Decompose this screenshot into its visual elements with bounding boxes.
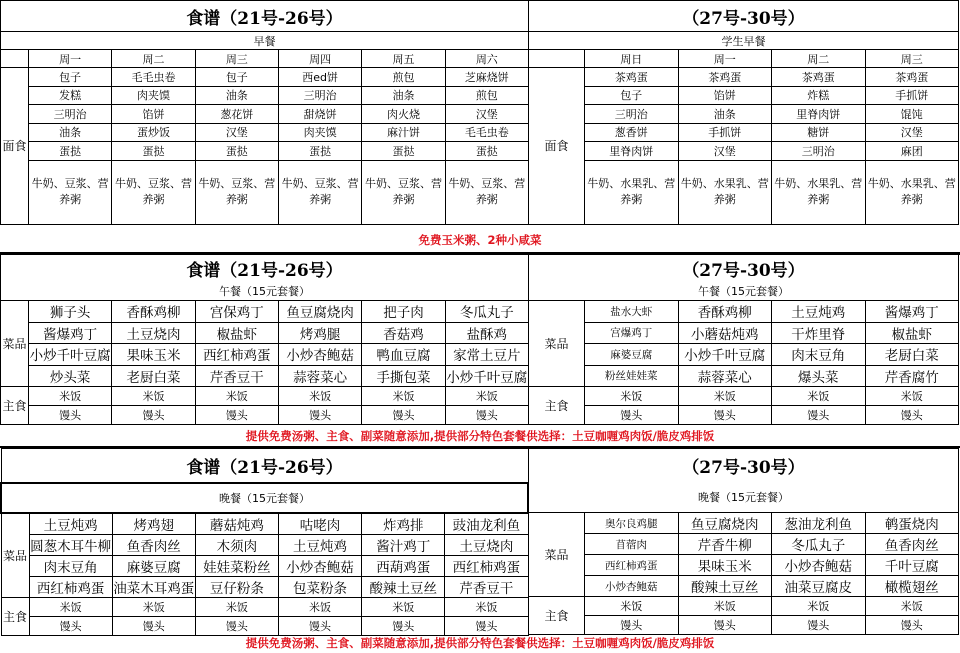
category-label: 面食 — [529, 68, 585, 225]
menu-item: 麻婆豆腐 — [585, 344, 679, 366]
menu-item: 鱼豆腐烧肉 — [678, 513, 772, 534]
menu-item: 蛋挞 — [362, 142, 445, 161]
drink-item: 牛奶、水果乳、营养粥 — [772, 160, 866, 224]
menu-item: 芹香豆干 — [195, 365, 278, 387]
menu-item: 香酥鸡柳 — [678, 301, 772, 323]
menu-item: 煎包 — [362, 68, 445, 87]
staple-item: 米饭 — [195, 387, 278, 406]
staple-item: 馒头 — [195, 616, 278, 635]
menu-item: 冬瓜丸子 — [445, 301, 528, 323]
menu-item: 里脊肉饼 — [585, 142, 679, 161]
menu-item: 咕咾肉 — [278, 513, 361, 535]
menu-item: 甜烧饼 — [278, 105, 361, 124]
staple-item: 馒头 — [29, 406, 112, 425]
staple-item: 米饭 — [865, 387, 959, 406]
menu-item: 肉夹馍 — [112, 86, 195, 105]
menu-item: 馄饨 — [865, 105, 959, 124]
menu-item: 家常土豆片 — [445, 344, 528, 366]
menu-item: 麻团 — [865, 142, 959, 161]
drink-item: 牛奶、豆浆、营养粥 — [278, 160, 361, 224]
staple-item: 馒头 — [278, 406, 361, 425]
category-label: 菜品 — [1, 301, 29, 387]
staple-item: 米饭 — [362, 387, 445, 406]
category-label: 菜品 — [529, 513, 585, 597]
category-label: 菜品 — [529, 301, 585, 387]
staple-item: 馒头 — [112, 616, 195, 635]
menu-item: 炸糕 — [772, 86, 866, 105]
menu-item: 宫爆鸡丁 — [585, 322, 679, 344]
menu-item: 小炒千叶豆腐 — [445, 365, 528, 387]
corner-cell — [529, 50, 585, 68]
menu-item: 汉堡 — [678, 142, 772, 161]
category-label: 主食 — [1, 597, 29, 635]
menu-item: 西红柿鸡蛋 — [585, 555, 679, 576]
day-header: 周三 — [865, 50, 959, 68]
menu-item: 蒜蓉菜心 — [278, 365, 361, 387]
menu-item: 土豆烧肉 — [445, 534, 528, 555]
dinner-right-title: （27号-30号） — [529, 449, 959, 483]
staple-item: 米饭 — [362, 597, 445, 616]
staple-item: 米饭 — [445, 597, 528, 616]
menu-item: 麻汁饼 — [362, 123, 445, 142]
menu-item: 爆头菜 — [772, 365, 866, 387]
menu-item: 手抓饼 — [865, 86, 959, 105]
category-label: 主食 — [1, 387, 29, 425]
lunch-right-panel — [528, 254, 959, 425]
menu-item: 包子 — [585, 86, 679, 105]
menu-item: 小炒杏鲍菇 — [278, 344, 361, 366]
menu-item: 油菜豆腐皮 — [772, 576, 866, 597]
category-label: 面食 — [1, 68, 29, 225]
menu-item: 麻婆豆腐 — [112, 555, 195, 576]
menu-item: 蛋挞 — [195, 142, 278, 161]
drink-item: 牛奶、豆浆、营养粥 — [195, 160, 278, 224]
menu-item: 狮子头 — [29, 301, 112, 323]
staple-item: 米饭 — [772, 387, 866, 406]
menu-item: 鸭血豆腐 — [362, 344, 445, 366]
menu-item: 小蘑菇炖鸡 — [678, 322, 772, 344]
menu-item: 鱼香肉丝 — [865, 534, 959, 555]
menu-item: 娃娃菜粉丝 — [195, 555, 278, 576]
staple-item: 馒头 — [195, 406, 278, 425]
menu-item: 小炒杏鲍菇 — [772, 555, 866, 576]
menu-item: 油条 — [29, 123, 112, 142]
menu-item: 葱香饼 — [585, 123, 679, 142]
staple-item: 馒头 — [865, 616, 959, 635]
menu-item: 肉夹馍 — [278, 123, 361, 142]
breakfast-right-panel — [528, 0, 959, 225]
breakfast-left-subtitle: 早餐 — [1, 32, 529, 50]
menu-item: 汉堡 — [195, 123, 278, 142]
menu-item: 冬瓜丸子 — [772, 534, 866, 555]
menu-item: 葱花饼 — [195, 105, 278, 124]
dinner-left-title: 食谱（21号-26号） — [1, 449, 528, 483]
dinner-left-panel — [0, 448, 529, 636]
staple-item: 米饭 — [678, 597, 772, 616]
menu-item: 橄榄翅丝 — [865, 576, 959, 597]
menu-item: 西葫鸡蛋 — [362, 555, 445, 576]
menu-item: 椒盐虾 — [195, 322, 278, 344]
dinner-note: 提供免费汤粥、主食、副菜随意添加,提供部分特色套餐供选择：土豆咖喱鸡肉饭/脆皮鸡排饭 — [245, 636, 715, 650]
staple-item: 馒头 — [445, 616, 528, 635]
menu-item: 豉油龙利鱼 — [445, 513, 528, 535]
day-header: 周四 — [278, 50, 361, 68]
dinner-right-subtitle: 晚餐（15元套餐） — [529, 483, 959, 513]
staple-item: 米饭 — [678, 387, 772, 406]
menu-item: 老厨白菜 — [865, 344, 959, 366]
menu-item: 芹香豆干 — [445, 576, 528, 597]
menu-item: 椒盐虾 — [865, 322, 959, 344]
staple-item: 米饭 — [195, 597, 278, 616]
menu-item: 芝麻烧饼 — [445, 68, 528, 87]
drink-item: 牛奶、豆浆、营养粥 — [445, 160, 528, 224]
staple-item: 米饭 — [29, 387, 112, 406]
menu-item: 汉堡 — [865, 123, 959, 142]
day-header: 周日 — [585, 50, 679, 68]
staple-item: 米饭 — [865, 597, 959, 616]
menu-item: 芹香腐竹 — [865, 365, 959, 387]
dinner-left-subtitle: 晚餐（15元套餐） — [1, 483, 528, 513]
menu-item: 包子 — [195, 68, 278, 87]
menu-item: 鹌蛋烧肉 — [865, 513, 959, 534]
drink-item: 牛奶、水果乳、营养粥 — [585, 160, 679, 224]
menu-item: 蛋挞 — [278, 142, 361, 161]
day-header: 周一 — [678, 50, 772, 68]
menu-item: 馅饼 — [112, 105, 195, 124]
menu-item: 干炸里脊 — [772, 322, 866, 344]
staple-item: 馒头 — [585, 406, 679, 425]
day-header: 周二 — [112, 50, 195, 68]
staple-item: 米饭 — [585, 387, 679, 406]
lunch-left-title: 食谱（21号-26号） — [1, 255, 529, 283]
menu-item: 小炒杏鲍菇 — [585, 576, 679, 597]
staple-item: 米饭 — [112, 597, 195, 616]
drink-item: 牛奶、豆浆、营养粥 — [29, 160, 112, 224]
breakfast-left-panel — [0, 0, 529, 225]
menu-item: 手抓饼 — [678, 123, 772, 142]
menu-item: 馅饼 — [678, 86, 772, 105]
menu-item: 西红柿鸡蛋 — [445, 555, 528, 576]
staple-item: 米饭 — [445, 387, 528, 406]
menu-item: 毛毛虫卷 — [445, 123, 528, 142]
lunch-right-subtitle: 午餐（15元套餐） — [529, 283, 959, 301]
menu-item: 糖饼 — [772, 123, 866, 142]
menu-item: 盐酥鸡 — [445, 322, 528, 344]
staple-item: 米饭 — [772, 597, 866, 616]
menu-item: 三明治 — [29, 105, 112, 124]
menu-item: 汉堡 — [445, 105, 528, 124]
menu-item: 芹香牛柳 — [678, 534, 772, 555]
menu-item: 毛毛虫卷 — [112, 68, 195, 87]
staple-item: 馒头 — [362, 616, 445, 635]
menu-item: 煎包 — [445, 86, 528, 105]
category-label: 主食 — [529, 387, 585, 425]
drink-item: 牛奶、水果乳、营养粥 — [678, 160, 772, 224]
menu-item: 茶鸡蛋 — [772, 68, 866, 87]
menu-item: 小炒杏鲍菇 — [278, 555, 361, 576]
menu-item: 小炒千叶豆腐 — [678, 344, 772, 366]
menu-item: 香菇鸡 — [362, 322, 445, 344]
menu-item: 包菜粉条 — [278, 576, 361, 597]
staple-item: 馒头 — [585, 616, 679, 635]
menu-item: 西红柿鸡蛋 — [29, 576, 112, 597]
menu-item: 千叶豆腐 — [865, 555, 959, 576]
lunch-note: 提供免费汤粥、主食、副菜随意添加,提供部分特色套餐供选择：土豆咖喱鸡肉饭/脆皮鸡排饭 — [245, 429, 715, 443]
menu-item: 三明治 — [278, 86, 361, 105]
staple-item: 馒头 — [29, 616, 112, 635]
staple-item: 米饭 — [112, 387, 195, 406]
breakfast-note: 免费玉米粥、2种小咸菜 — [418, 233, 542, 247]
menu-item: 酸辣土豆丝 — [362, 576, 445, 597]
menu-item: 木须肉 — [195, 534, 278, 555]
menu-item: 土豆炖鸡 — [772, 301, 866, 323]
menu-item: 包子 — [29, 68, 112, 87]
menu-item: 小炒千叶豆腐 — [29, 344, 112, 366]
menu-item: 鱼豆腐烧肉 — [278, 301, 361, 323]
menu-item: 茶鸡蛋 — [678, 68, 772, 87]
menu-item: 油条 — [362, 86, 445, 105]
menu-item: 茶鸡蛋 — [585, 68, 679, 87]
menu-item: 烤鸡翅 — [112, 513, 195, 535]
menu-item: 老厨白菜 — [112, 365, 195, 387]
menu-item: 土豆炖鸡 — [278, 534, 361, 555]
lunch-left-subtitle: 午餐（15元套餐） — [1, 283, 529, 301]
breakfast-right-subtitle: 学生早餐 — [529, 32, 959, 50]
lunch-left-panel — [0, 254, 529, 425]
menu-item: 酱爆鸡丁 — [865, 301, 959, 323]
menu-item: 西红柿鸡蛋 — [195, 344, 278, 366]
category-label: 主食 — [529, 597, 585, 635]
menu-item: 蘑菇炖鸡 — [195, 513, 278, 535]
day-header: 周五 — [362, 50, 445, 68]
staple-item: 馒头 — [772, 616, 866, 635]
menu-item: 里脊肉饼 — [772, 105, 866, 124]
menu-item: 茶鸡蛋 — [865, 68, 959, 87]
menu-item: 奥尔良鸡腿 — [585, 513, 679, 534]
category-label: 菜品 — [1, 513, 29, 598]
menu-item: 宫保鸡丁 — [195, 301, 278, 323]
menu-item: 西ed饼 — [278, 68, 361, 87]
staple-item: 馒头 — [445, 406, 528, 425]
menu-item: 蛋炒饭 — [112, 123, 195, 142]
staple-item: 米饭 — [585, 597, 679, 616]
staple-item: 馒头 — [278, 616, 361, 635]
menu-item: 豆仔粉条 — [195, 576, 278, 597]
menu-item: 肉末豆角 — [29, 555, 112, 576]
staple-item: 馒头 — [865, 406, 959, 425]
dinner-right-panel — [528, 448, 959, 635]
staple-item: 馒头 — [362, 406, 445, 425]
menu-item: 发糕 — [29, 86, 112, 105]
menu-item: 油条 — [678, 105, 772, 124]
menu-item: 肉末豆角 — [772, 344, 866, 366]
day-header: 周三 — [195, 50, 278, 68]
day-header: 周一 — [29, 50, 112, 68]
menu-item: 酱汁鸡丁 — [362, 534, 445, 555]
menu-item: 酸辣土豆丝 — [678, 576, 772, 597]
drink-item: 牛奶、豆浆、营养粥 — [362, 160, 445, 224]
breakfast-left-title: 食谱（21号-26号） — [1, 1, 529, 32]
breakfast-right-title: （27号-30号） — [529, 1, 959, 32]
lunch-right-title: （27号-30号） — [529, 255, 959, 283]
menu-item: 土豆烧肉 — [112, 322, 195, 344]
menu-item: 油菜木耳鸡蛋 — [112, 576, 195, 597]
menu-item: 鱼香肉丝 — [112, 534, 195, 555]
staple-item: 馒头 — [678, 616, 772, 635]
staple-item: 馒头 — [112, 406, 195, 425]
menu-item: 炸鸡排 — [362, 513, 445, 535]
menu-item: 土豆炖鸡 — [29, 513, 112, 535]
menu-item: 果味玉米 — [678, 555, 772, 576]
menu-item: 盐水大虾 — [585, 301, 679, 323]
menu-item: 果味玉米 — [112, 344, 195, 366]
menu-item: 蛋挞 — [112, 142, 195, 161]
staple-item: 米饭 — [278, 387, 361, 406]
menu-item: 三明治 — [585, 105, 679, 124]
menu-item: 酱爆鸡丁 — [29, 322, 112, 344]
day-header: 周二 — [772, 50, 866, 68]
menu-item: 葱油龙利鱼 — [772, 513, 866, 534]
staple-item: 米饭 — [278, 597, 361, 616]
menu-item: 手撕包菜 — [362, 365, 445, 387]
menu-item: 油条 — [195, 86, 278, 105]
menu-item: 蒜蓉菜心 — [678, 365, 772, 387]
menu-item: 圆葱木耳牛柳 — [29, 534, 112, 555]
menu-item: 香酥鸡柳 — [112, 301, 195, 323]
day-header: 周六 — [445, 50, 528, 68]
menu-item: 三明治 — [772, 142, 866, 161]
menu-item: 蛋挞 — [29, 142, 112, 161]
drink-item: 牛奶、豆浆、营养粥 — [112, 160, 195, 224]
menu-item: 烤鸡腿 — [278, 322, 361, 344]
drink-item: 牛奶、水果乳、营养粥 — [865, 160, 959, 224]
corner-cell — [1, 50, 29, 68]
menu-item: 蛋挞 — [445, 142, 528, 161]
menu-item: 肉火烧 — [362, 105, 445, 124]
staple-item: 米饭 — [29, 597, 112, 616]
staple-item: 馒头 — [772, 406, 866, 425]
menu-item: 粉丝娃娃菜 — [585, 365, 679, 387]
staple-item: 馒头 — [678, 406, 772, 425]
menu-item: 苜蓿肉 — [585, 534, 679, 555]
menu-item: 把子肉 — [362, 301, 445, 323]
menu-item: 炒头菜 — [29, 365, 112, 387]
